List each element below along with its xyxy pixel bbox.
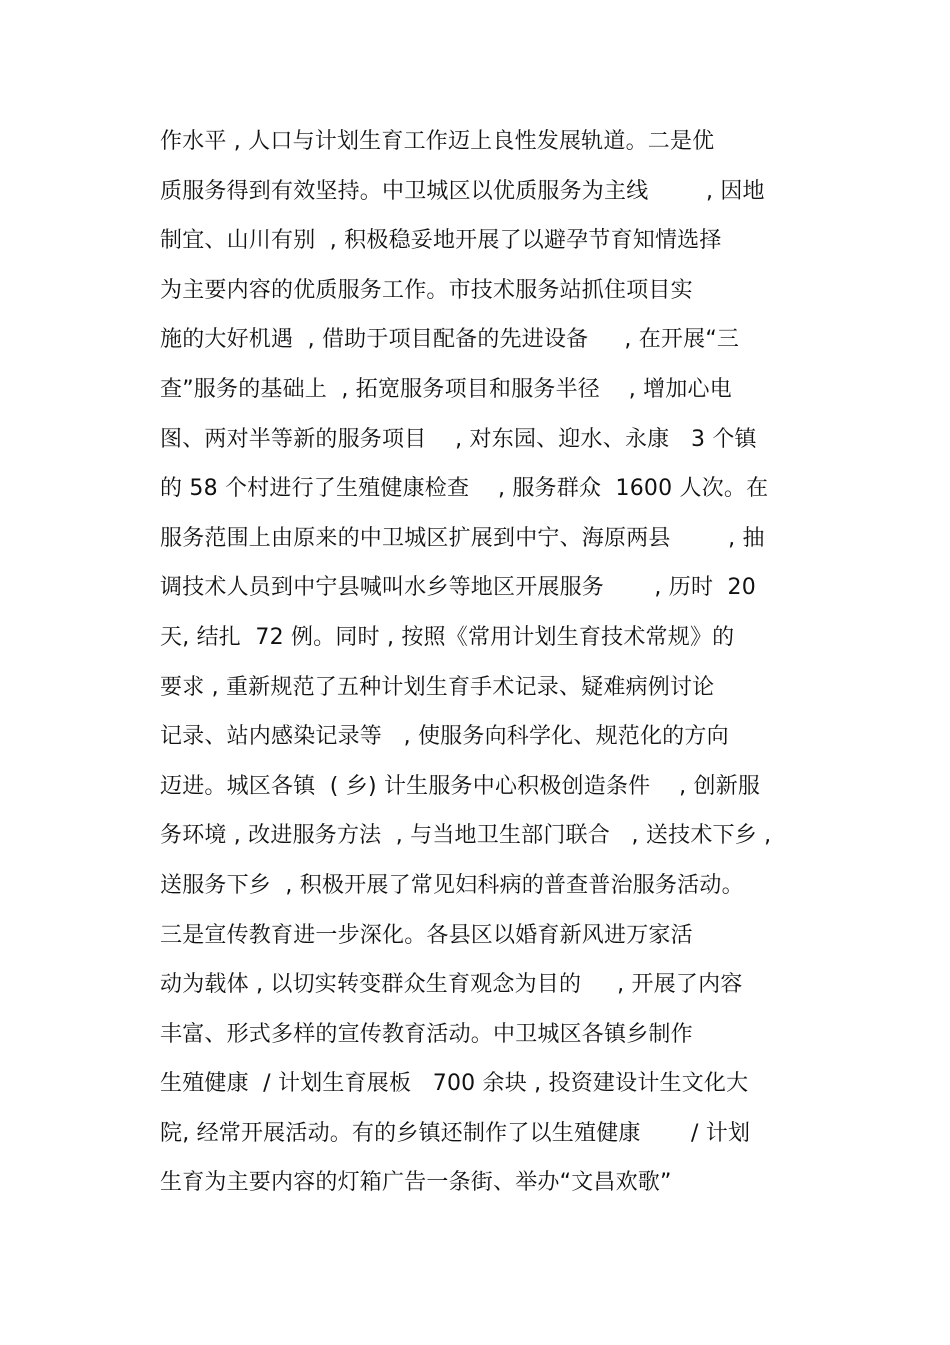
text-line: 服务范围上由原来的中卫城区扩展到中宁、海原两县 , 抽 — [160, 525, 765, 551]
text-line: 图、两对半等新的服务项目 , 对东园、迎水、永康 3 个镇 — [160, 426, 757, 452]
text-line: 施的大好机遇 , 借助于项目配备的先进设备 , 在开展“三 — [160, 327, 740, 353]
text-line: 记录、站内感染记录等 , 使服务向科学化、规范化的方向 — [160, 724, 729, 750]
text-line: 要求 , 重新规范了五种计划生育手术记录、疑难病例讨论 — [160, 674, 715, 700]
text-line: 调技术人员到中宁县喊叫水乡等地区开展服务 , 历时 20 — [160, 575, 756, 601]
text-line: 三是宣传教育进一步深化。各县区以婚育新风进万家活 — [160, 922, 693, 948]
text-line: 生育为主要内容的灯箱广告一条街、举办“文昌欢歌” — [160, 1170, 672, 1196]
text-line: 院, 经常开展活动。有的乡镇还制作了以生殖健康 / 计划 — [160, 1120, 751, 1146]
text-line: 丰富、形式多样的宣传教育活动。中卫城区各镇乡制作 — [160, 1021, 693, 1047]
text-line: 的 58 个村进行了生殖健康检查 , 服务群众 1600 人次。在 — [160, 476, 769, 502]
text-line: 质服务得到有效坚持。中卫城区以优质服务为主线 , 因地 — [160, 178, 765, 204]
text-line: 动为载体 , 以切实转变群众生育观念为目的 , 开展了内容 — [160, 972, 743, 998]
text-line: 天, 结扎 72 例。同时 , 按照《常用计划生育技术常规》的 — [160, 624, 735, 650]
text-line: 生殖健康 / 计划生育展板 700 余块 , 投资建设计生文化大 — [160, 1071, 749, 1097]
text-line: 为主要内容的优质服务工作。市技术服务站抓住项目实 — [160, 277, 693, 303]
document-body — [160, 124, 820, 1215]
text-line: 作水平 , 人口与计划生育工作迈上良性发展轨道。二是优 — [160, 129, 715, 154]
text-line: 制宜、山川有别 , 积极稳妥地开展了以避孕节育知情选择 — [160, 228, 722, 254]
text-line: 查”服务的基础上 , 拓宽服务项目和服务半径 , 增加心电 — [160, 376, 732, 402]
text-line: 送服务下乡 , 积极开展了常见妇科病的普查普治服务活动。 — [160, 872, 744, 898]
text-line: 迈进。城区各镇 ( 乡) 计生服务中心积极创造条件 , 创新服 — [160, 773, 761, 799]
text-line: 务环境 , 改进服务方法 , 与当地卫生部门联合 , 送技术下乡 , — [160, 823, 772, 849]
